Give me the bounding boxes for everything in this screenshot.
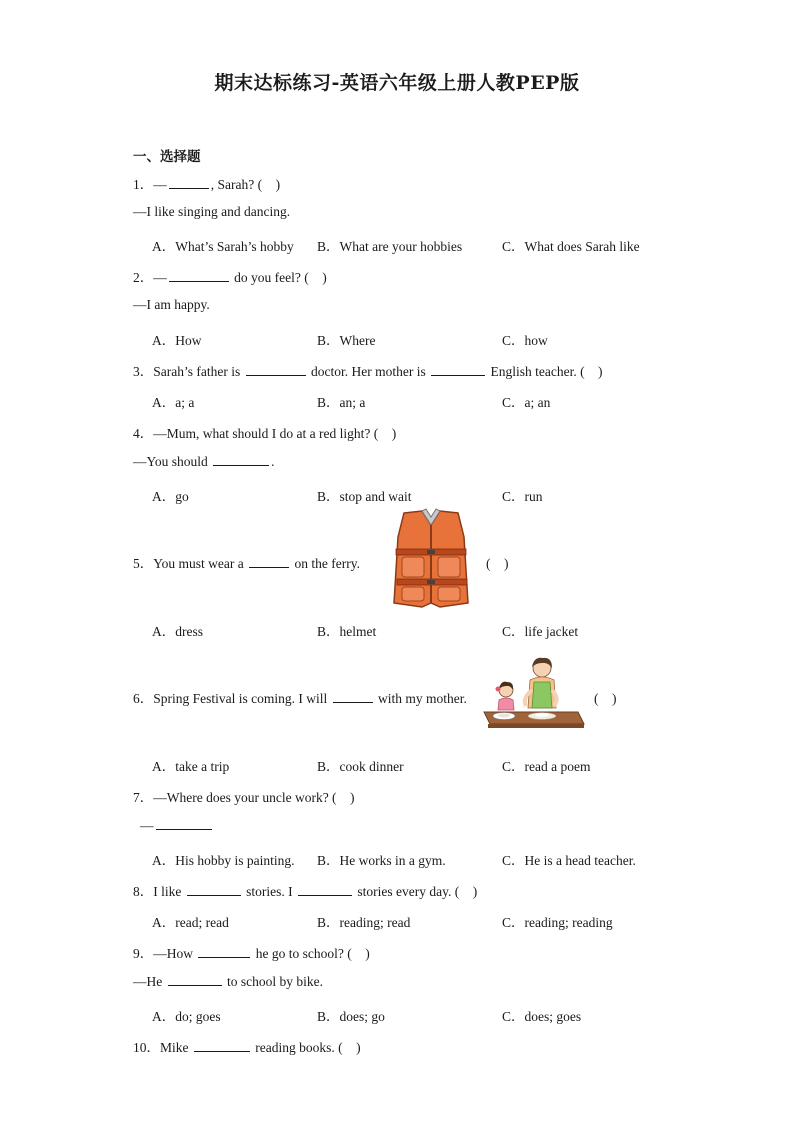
option-b[interactable]: B．reading; read <box>317 915 411 930</box>
option-b[interactable]: B．Where <box>317 333 376 348</box>
option-a[interactable]: A．His hobby is painting. <box>152 853 295 868</box>
option-b[interactable]: B．stop and wait <box>317 489 412 504</box>
answer-blank <box>298 883 352 896</box>
option-b[interactable]: B．helmet <box>317 624 377 639</box>
option-c[interactable]: C．reading; reading <box>502 915 613 930</box>
question-4-response: —You should . <box>133 454 275 469</box>
option-c[interactable]: C．how <box>502 333 548 348</box>
answer-blank <box>169 269 229 282</box>
question-4: 4．—Mum, what should I do at a red light? ( ) <box>133 426 397 441</box>
mother-daughter-cooking-image <box>482 656 586 730</box>
question-2-response: —I am happy. <box>133 297 210 312</box>
question-8: 8．I like stories. I stories every day. ( ) <box>133 884 478 899</box>
option-a[interactable]: A．read; read <box>152 915 229 930</box>
option-b[interactable]: B．an; a <box>317 395 366 410</box>
answer-blank <box>431 363 485 376</box>
answer-blank <box>168 973 222 986</box>
option-c[interactable]: C．run <box>502 489 543 504</box>
question-10: 10．Mike reading books. ( ) <box>133 1040 361 1055</box>
option-c[interactable]: C．read a poem <box>502 759 591 774</box>
option-a[interactable]: A．How <box>152 333 202 348</box>
option-a[interactable]: A．dress <box>152 624 203 639</box>
question-7: 7．—Where does your uncle work? ( ) <box>133 790 355 805</box>
question-5: 5．You must wear a on the ferry. <box>133 556 360 571</box>
question-7-response: — <box>140 817 214 834</box>
answer-blank <box>198 945 250 958</box>
life-jacket-image <box>382 507 480 611</box>
option-b[interactable]: B．cook dinner <box>317 759 404 774</box>
option-a[interactable]: A．a; a <box>152 395 195 410</box>
answer-blank <box>213 453 269 466</box>
option-c[interactable]: C．does; goes <box>502 1009 582 1024</box>
option-a[interactable]: A．What’s Sarah’s hobby <box>152 239 294 254</box>
answer-blank <box>333 690 373 703</box>
option-c[interactable]: C．life jacket <box>502 624 579 639</box>
answer-blank <box>169 176 209 189</box>
question-3: 3．Sarah’s father is doctor. Her mother is English teacher. ( ) <box>133 364 603 379</box>
answer-blank <box>187 883 241 896</box>
option-c[interactable]: C．a; an <box>502 395 551 410</box>
question-9-response: —He to school by bike. <box>133 974 323 989</box>
page-title: 期末达标练习-英语六年级上册人教PEP版 <box>214 72 580 94</box>
option-a[interactable]: A．take a trip <box>152 759 230 774</box>
question-number: 1． <box>133 177 154 192</box>
section-heading: 一、选择题 <box>133 149 201 165</box>
option-c[interactable]: C．What does Sarah like <box>502 239 640 254</box>
option-b[interactable]: B．What are your hobbies <box>317 239 463 254</box>
option-a[interactable]: A．go <box>152 489 189 504</box>
answer-blank <box>156 817 212 830</box>
question-1-response: —I like singing and dancing. <box>133 204 291 219</box>
option-b[interactable]: B．He works in a gym. <box>317 853 446 868</box>
answer-blank <box>246 363 306 376</box>
answer-blank <box>249 555 289 568</box>
question-6: 6．Spring Festival is coming. I will with my mother. <box>133 691 467 706</box>
option-b[interactable]: B．does; go <box>317 1009 385 1024</box>
answer-paren: ( ) <box>594 691 617 706</box>
option-c[interactable]: C．He is a head teacher. <box>502 853 636 868</box>
question-1: 1．— , Sarah? ( ) <box>133 177 281 192</box>
answer-paren: ( ) <box>486 556 509 571</box>
question-9: 9．—How he go to school? ( ) <box>133 946 370 961</box>
answer-blank <box>194 1039 250 1052</box>
option-a[interactable]: A．do; goes <box>152 1009 221 1024</box>
question-2: 2．— do you feel? ( ) <box>133 270 327 285</box>
